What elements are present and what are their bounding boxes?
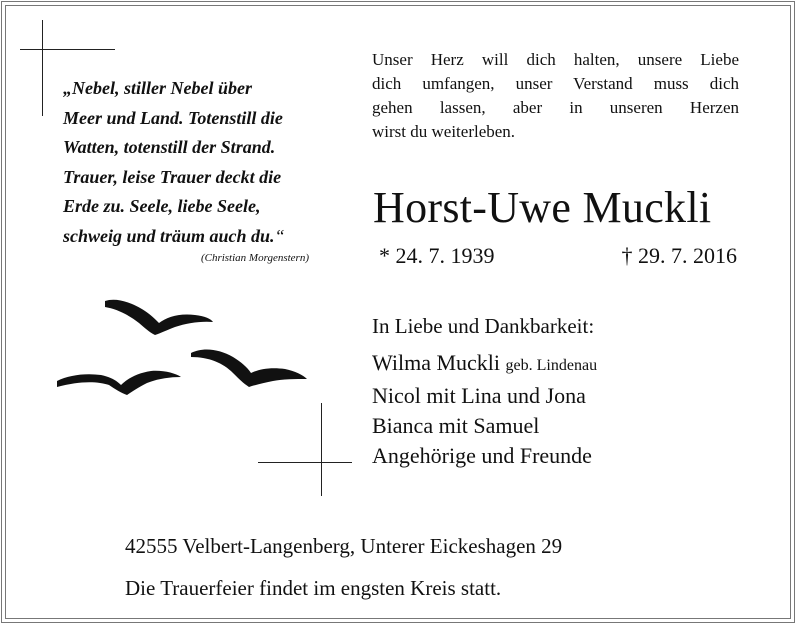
poem-quote [63,74,313,251]
deceased-name: Horst-Uwe Muckli [373,183,712,232]
poem-line: Trauer, leise Trauer deckt die [63,166,282,187]
gratitude-heading: In Liebe und Dankbarkeit: [372,314,595,338]
bird-icon [191,350,307,387]
poem-line-last [63,222,313,252]
poem-closing-quote: “ [274,225,285,246]
funeral-notice: Die Trauerfeier findet im engsten Kreis statt. [125,576,502,600]
verse-line: Unser Herz will dich halten, unsere Liebe [372,50,739,69]
verse-line: dich umfangen, unser Verstand muss dich [372,74,739,93]
mourner-entry: Nicol mit Lina und Jona [372,383,586,408]
mourner-entry: Angehörige und Freunde [372,443,592,468]
maiden-name-note: geb. Lindenau [505,357,598,374]
birds-silhouette-icon [55,295,310,405]
poem-attribution: (Christian Morgenstern) [200,252,309,264]
mourners-list [372,348,597,471]
address: 42555 Velbert-Langenberg, Unterer Eickeshagen 29 [125,534,563,558]
verse-text [372,48,739,144]
poem-line: schweig und träum auch du. [63,225,275,246]
mourner-entry [372,348,597,381]
death-date: † 29. 7. 2016 [621,243,737,268]
bird-icon [57,371,181,395]
birth-date: * 24. 7. 1939 [379,243,495,268]
verse-line: gehen lassen, aber in unseren Herzen [372,98,739,117]
poem-line: Erde zu. Seele, liebe Seele, [63,196,261,216]
mourner-entry: Bianca mit Samuel [372,413,540,438]
mourner-name: Wilma Muckli [372,350,501,375]
poem-line: „Nebel, stiller Nebel über [63,78,252,98]
poem-line: Watten, totenstill der Strand. [63,137,276,157]
bird-icon [105,300,213,335]
poem-line: Meer und Land. Totenstill die [63,107,283,128]
verse-line: wirst du weiterleben. [372,122,516,141]
